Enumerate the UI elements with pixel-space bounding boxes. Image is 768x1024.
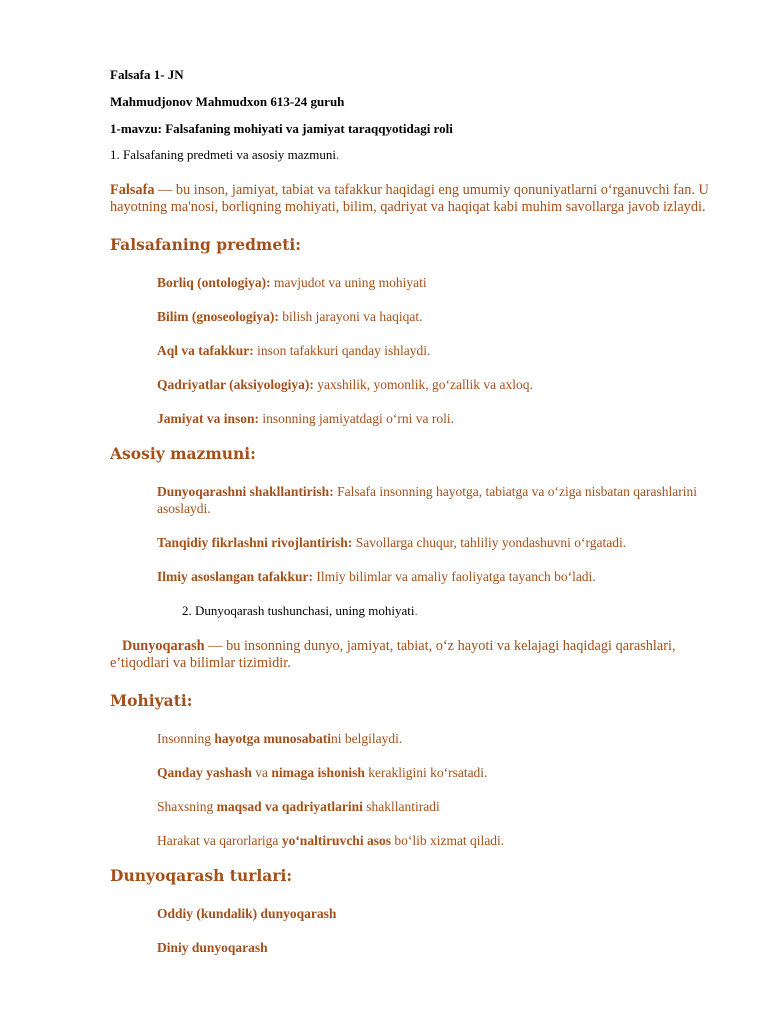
predmeti-item: Aql va tafakkur: inson tafakkuri qanday ishlaydi.: [157, 343, 431, 358]
predmeti-item: Bilim (gnoseologiya): bilish jarayoni va haqiqat.: [157, 309, 423, 324]
mohiyati-item: Harakat va qarorlariga yo‘naltiruvchi asos bo‘lib xizmat qiladi.: [157, 833, 505, 848]
predmeti-item: Borliq (ontologiya): mavjudot va uning mohiyati: [157, 275, 427, 290]
mohiyati-item: Insonning hayotga munosabatini belgilaydi.: [157, 731, 403, 746]
turlari-item: Oddiy (kundalik) dunyoqarash: [157, 906, 337, 921]
definition-term: Falsafa: [110, 182, 155, 198]
mazmuni-item: Ilmiy asoslangan tafakkur: Ilmiy bilimlar va amaliy faoliyatga tayanch bo‘ladi.: [157, 569, 596, 584]
section2-heading: 2. Dunyoqarash tushunchasi, uning mohiyati.: [182, 603, 418, 618]
mohiyati-item: Qanday yashash va nimaga ishonish kerakligini ko‘rsatadi.: [157, 765, 488, 780]
turlari-item: Diniy dunyoqarash: [157, 940, 268, 955]
mohiyati-heading: Mohiyati:: [110, 691, 193, 710]
topic-title: 1-mavzu: Falsafaning mohiyati va jamiyat taraqqyotidagi roli: [110, 121, 453, 136]
turlari-heading: Dunyoqarash turlari:: [110, 866, 293, 885]
section1-heading: 1. Falsafaning predmeti va asosiy mazmuni.: [110, 147, 340, 162]
document-page: [110, 66, 710, 973]
mazmuni-item: Dunyoqarashni shakllantirish: Falsafa insonning hayotga, tabiatga va o‘ziga nisbatan qarashlarini asoslaydi.: [157, 484, 697, 516]
predmeti-item: Qadriyatlar (aksiyologiya): yaxshilik, yomonlik, go‘zallik va axloq.: [157, 377, 533, 392]
predmeti-item: Jamiyat va inson: insonning jamiyatdagi o‘rni va roli.: [157, 411, 454, 426]
course-title: Falsafa 1- JN: [110, 67, 184, 82]
falsafa-definition: Falsafa — bu inson, jamiyat, tabiat va tafakkur haqidagi eng umumiy qonuniyatlarni o‘rganuvchi fan. U hayotning ma'nosi, borliqning mohiyati, bilim, qadriyat va haqiqat kabi muhim savollarga javob izlaydi.: [110, 182, 709, 215]
author-line: Mahmudjonov Mahmudxon 613-24 guruh: [110, 94, 345, 109]
mohiyati-item: Shaxsning maqsad va qadriyatlarini shakllantiradi: [157, 799, 440, 814]
mazmuni-heading: Asosiy mazmuni:: [110, 444, 256, 463]
definition-term: Dunyoqarash: [122, 638, 205, 654]
mazmuni-item: Tanqidiy fikrlashni rivojlantirish: Savollarga chuqur, tahliliy yondashuvni o‘rgatadi.: [157, 535, 627, 550]
predmeti-heading: Falsafaning predmeti:: [110, 235, 301, 254]
dunyoqarash-definition: Dunyoqarash — bu insonning dunyo, jamiyat, tabiat, o‘z hayoti va kelajagi haqidagi qarashlari, e’tiqodlari va bilimlar tizimidir.: [110, 638, 676, 671]
